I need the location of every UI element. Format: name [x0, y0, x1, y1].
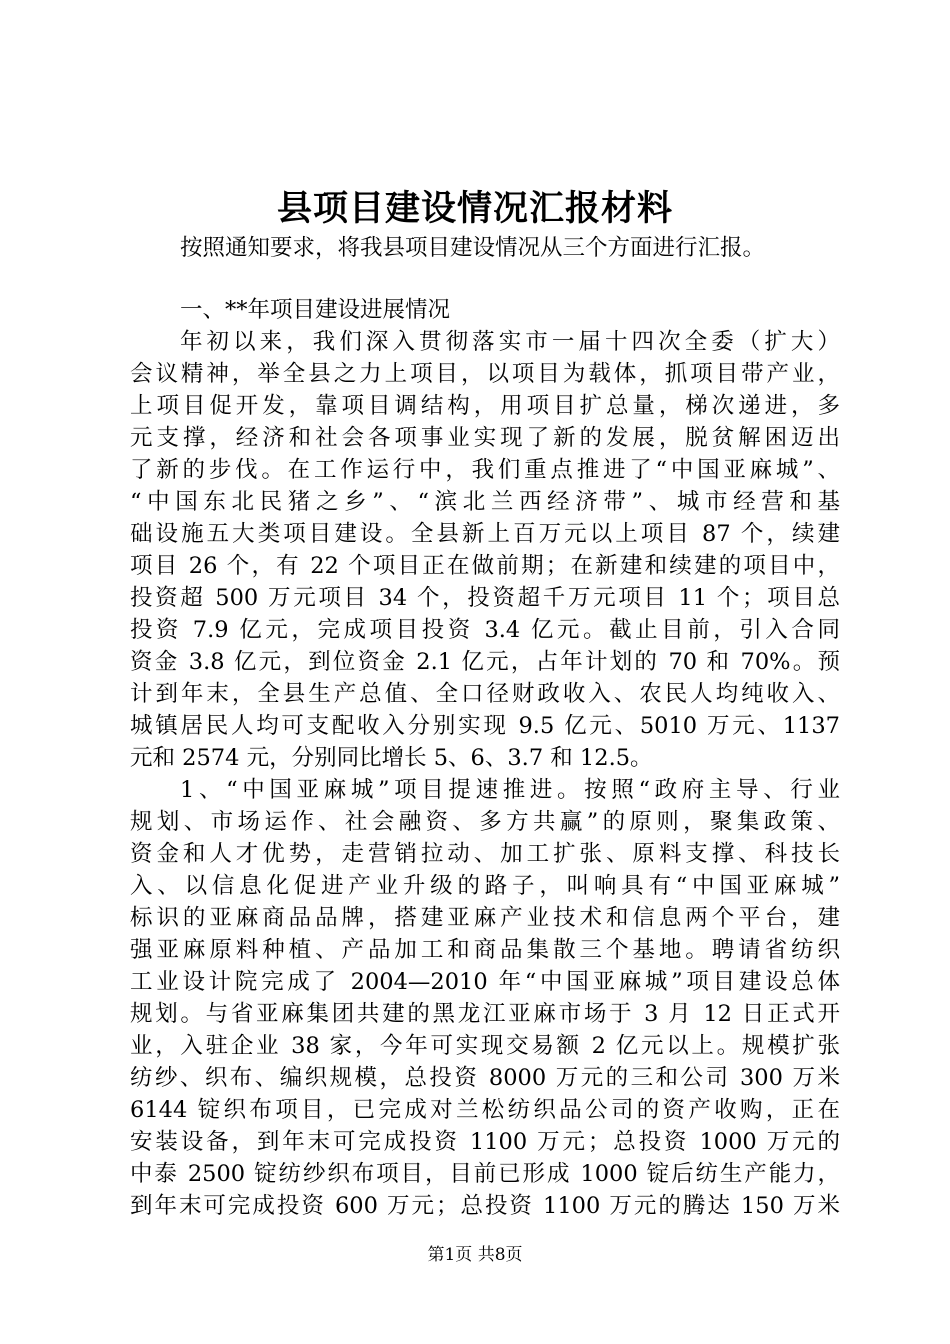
paragraph-line: 规划、市场运作、社会融资、多方共赢”的原则，聚集政策、 [130, 809, 840, 835]
paragraph-line: 标识的亚麻商品品牌，搭建亚麻产业技术和信息两个平台，建 [130, 905, 840, 931]
document-title: 县项目建设情况汇报材料 [276, 188, 673, 229]
paragraph-line: 业，入驻企业 38 家，今年可实现交易额 2 亿元以上。规模扩张 [130, 1033, 840, 1059]
paragraph-linen-city [130, 774, 840, 1222]
paragraph-line: “中国东北民猪之乡”、“滨北兰西经济带”、城市经营和基 [130, 489, 840, 515]
paragraph-line: 中泰 2500 锭纺纱织布项目，目前已形成 1000 锭后纺生产能力， [130, 1161, 840, 1187]
paragraph-line: 年初以来，我们深入贯彻落实市一届十四次全委（扩大） [180, 329, 840, 355]
document-body [130, 232, 840, 1222]
paragraph-line: 强亚麻原料种植、产品加工和商品集散三个基地。聘请省纺织 [130, 937, 840, 963]
paragraph-line: 1、“中国亚麻城”项目提速推进。按照“政府主导、行业 [180, 777, 840, 803]
page-number-footer: 第1页 共8页 [427, 1245, 523, 1265]
paragraph-overview [130, 326, 840, 774]
paragraph-line: 上项目促开发，靠项目调结构，用项目扩总量，梯次递进，多 [130, 393, 840, 419]
paragraph-line: 安装设备，到年末可完成投资 1100 万元；总投资 1000 万元的 [130, 1129, 840, 1155]
paragraph-line: 6144 锭织布项目，已完成对兰松纺织品公司的资产收购，正在 [130, 1097, 840, 1123]
paragraph-line: 工业设计院完成了 2004—2010 年“中国亚麻城”项目建设总体 [130, 969, 840, 995]
paragraph-line: 元支撑，经济和社会各项事业实现了新的发展，脱贫解困迈出 [130, 425, 840, 451]
paragraph-line: 了新的步伐。在工作运行中，我们重点推进了“中国亚麻城”、 [130, 457, 840, 483]
paragraph-line: 会议精神，举全县之力上项目，以项目为载体，抓项目带产业， [130, 361, 840, 387]
paragraph-line: 规划。与省亚麻集团共建的黑龙江亚麻市场于 3 月 12 日正式开 [130, 1001, 840, 1027]
paragraph-line: 项目 26 个，有 22 个项目正在做前期；在新建和续建的项目中， [130, 553, 840, 579]
paragraph-line: 城镇居民人均可支配收入分别实现 9.5 亿元、5010 万元、1137 [130, 713, 840, 739]
section-heading: 一、**年项目建设进展情况 [180, 297, 451, 323]
paragraph-gap [130, 264, 840, 294]
paragraph-line: 础设施五大类项目建设。全县新上百万元以上项目 87 个，续建 [130, 521, 840, 547]
paragraph-line: 资金和人才优势，走营销拉动、加工扩张、原料支撑、科技长 [130, 841, 840, 867]
paragraph-line: 投资 7.9 亿元，完成项目投资 3.4 亿元。截止目前，引入合同 [130, 617, 840, 643]
paragraph-line: 元和 2574 元，分别同比增长 5、6、3.7 和 12.5。 [130, 745, 653, 771]
paragraph-line: 纺纱、织布、编织规模，总投资 8000 万元的三和公司 300 万米 [130, 1065, 840, 1091]
paragraph-line: 到年末可完成投资 600 万元；总投资 1100 万元的腾达 150 万米 [130, 1193, 840, 1219]
paragraph-line: 入、以信息化促进产业升级的路子，叫响具有“中国亚麻城” [130, 873, 840, 899]
paragraph-line: 计到年末，全县生产总值、全口径财政收入、农民人均纯收入、 [130, 681, 840, 707]
paragraph-line: 资金 3.8 亿元，到位资金 2.1 亿元，占年计划的 70 和 70%。预 [130, 649, 840, 675]
intro-paragraph: 按照通知要求，将我县项目建设情况从三个方面进行汇报。 [180, 235, 766, 261]
paragraph-line: 投资超 500 万元项目 34 个，投资超千万元项目 11 个；项目总 [130, 585, 840, 611]
